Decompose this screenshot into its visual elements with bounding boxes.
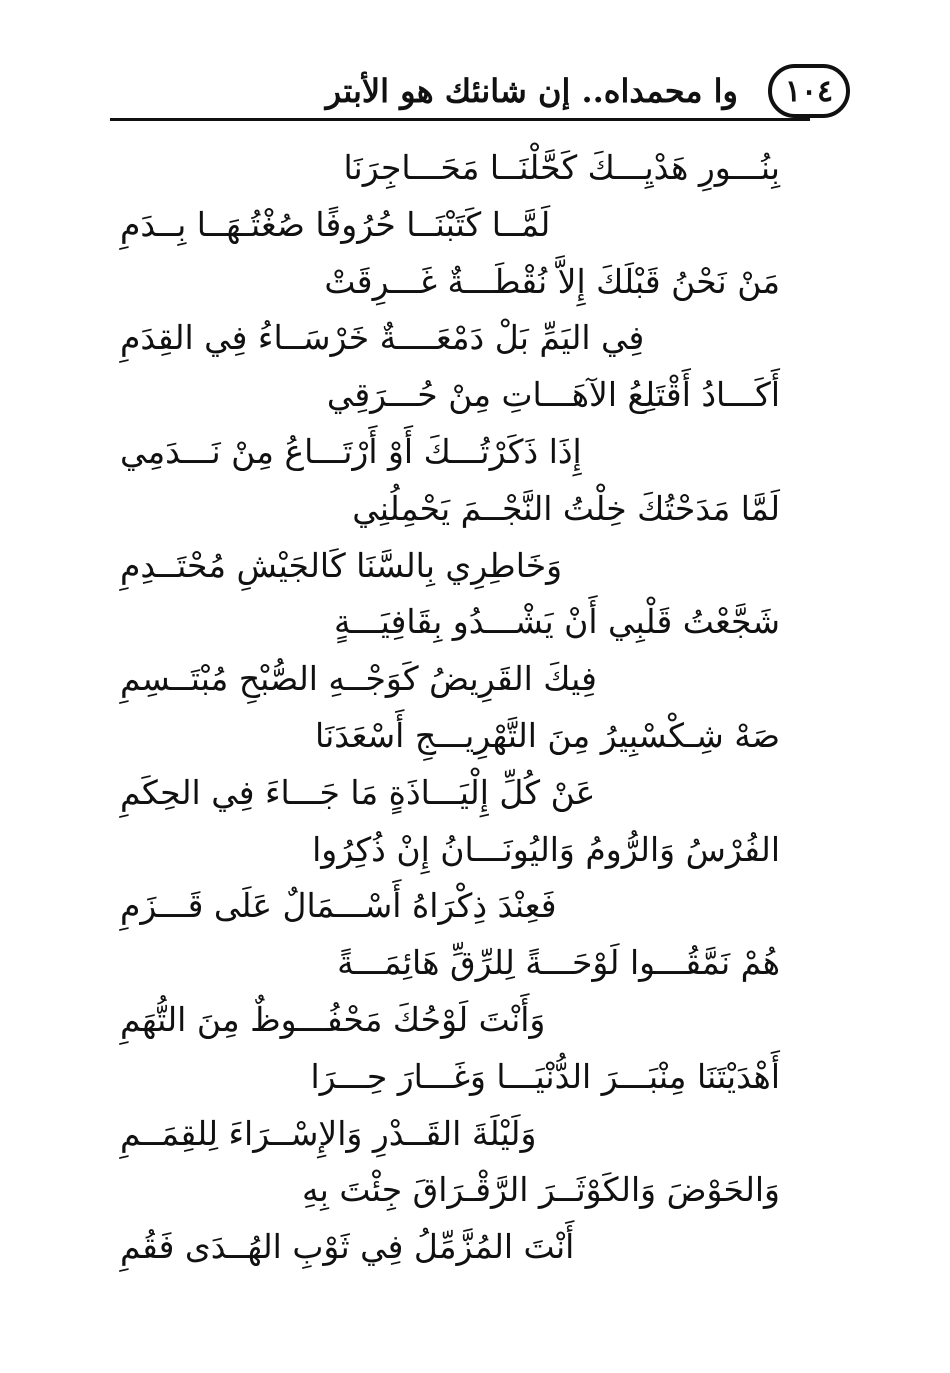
verse-line bbox=[120, 1106, 780, 1163]
verse-line: لَمَّا مَدَحْتُكَ خِلْتُ النَّجْــمَ يَحْمِلُنِي bbox=[352, 488, 780, 528]
verse-text: إِذَا ذَكَرْتُـــكَ أَوْ أَرْتَـــاعُ مِنْ نَـــدَمِي bbox=[120, 431, 582, 471]
header-rule bbox=[110, 118, 810, 121]
verse-line: الفُرْسُ وَالرُّومُ وَاليُونَـــانُ إِنْ ذُكِرُوا bbox=[312, 829, 780, 869]
verse-text: وَخَاطِرِي بِالسَّنَا كَالجَيْشِ مُحْتَــدِمِ bbox=[120, 545, 563, 585]
verse-line: هُمْ نَمَّقُـــوا لَوْحَـــةً لِلرِّقِّ هَائِمَـــةً bbox=[337, 943, 780, 983]
verse-line: أَهْدَيْتَنَا مِنْبَـــرَ الدُّنْيَـــا وَغَـــارَ حِـــرَا bbox=[310, 1056, 780, 1096]
running-header bbox=[110, 60, 850, 128]
verse-line bbox=[120, 992, 780, 1049]
verse-text: وَلَيْلَةَ القَــدْرِ وَالإِسْــرَاءَ لِلقِمَــمِ bbox=[120, 1113, 537, 1153]
verse-text: فِي اليَمِّ بَلْ دَمْعَــــةٌ خَرْسَــاءُ فِي القِدَمِ bbox=[120, 318, 645, 358]
verse-line bbox=[120, 424, 780, 481]
verse-text: لَمَّــا كَتَبْنَــا حُرُوفًا صُغْتُـهَــا بِــدَمِ bbox=[120, 204, 551, 244]
verse-line bbox=[120, 538, 780, 595]
running-title: وا محمداه.. إن شانئك هو الأبتر bbox=[325, 72, 738, 110]
verse-line: بِنُـــورِ هَدْيِـــكَ كَحَّلْنَــا مَحَـــاجِرَنَا bbox=[343, 148, 780, 187]
verse-text: أَنْتَ المُزَّمِّلُ فِي ثَوْبِ الهُــدَى فَقُمِ bbox=[120, 1227, 575, 1267]
verse-line: صَهْ شِـكْسْبِيرُ مِنَ التَّهْرِيـــجِ أَسْعَدَنَا bbox=[315, 715, 780, 755]
verse-text: فِيكَ القَرِيضُ كَوَجْــهِ الصُّبْحِ مُبْتَــسِمِ bbox=[120, 659, 597, 699]
verse-line: شَجَّعْتُ قَلْبِي أَنْ يَشْـــدُو بِقَافِيَـــةٍ bbox=[333, 602, 780, 642]
verse-line bbox=[120, 878, 780, 935]
page-number: ١٠٤ bbox=[768, 64, 850, 118]
verse-text: عَنْ كُلِّ إِلْيَـــاذَةٍ مَا جَـــاءَ فِي الحِكَمِ bbox=[120, 772, 596, 812]
verse-line bbox=[120, 651, 780, 708]
verse-text: وَأَنْتَ لَوْحُكَ مَحْفُـــوظٌ مِنَ التُّهَمِ bbox=[120, 999, 546, 1039]
verse-line bbox=[120, 765, 780, 822]
poem-body bbox=[120, 140, 780, 1276]
verse-line bbox=[120, 1219, 780, 1276]
verse-line: وَالحَوْضَ وَالكَوْثَــرَ الرَّقْـرَاقَ جِئْتَ بِهِ bbox=[301, 1170, 780, 1210]
verse-line bbox=[120, 197, 780, 254]
verse-line: أَكَـــادُ أَقْتَلِعُ الآهَـــاتِ مِنْ حُـــرَقِي bbox=[326, 375, 780, 415]
verse-line: مَنْ نَحْنُ قَبْلَكَ إِلاَّ نُقْطَـــةٌ غَـــرِقَتْ bbox=[324, 261, 780, 301]
verse-text: فَعِنْدَ ذِكْرَاهُ أَسْـــمَالٌ عَلَى قَـــزَمِ bbox=[120, 886, 557, 926]
verse-line bbox=[120, 310, 780, 367]
